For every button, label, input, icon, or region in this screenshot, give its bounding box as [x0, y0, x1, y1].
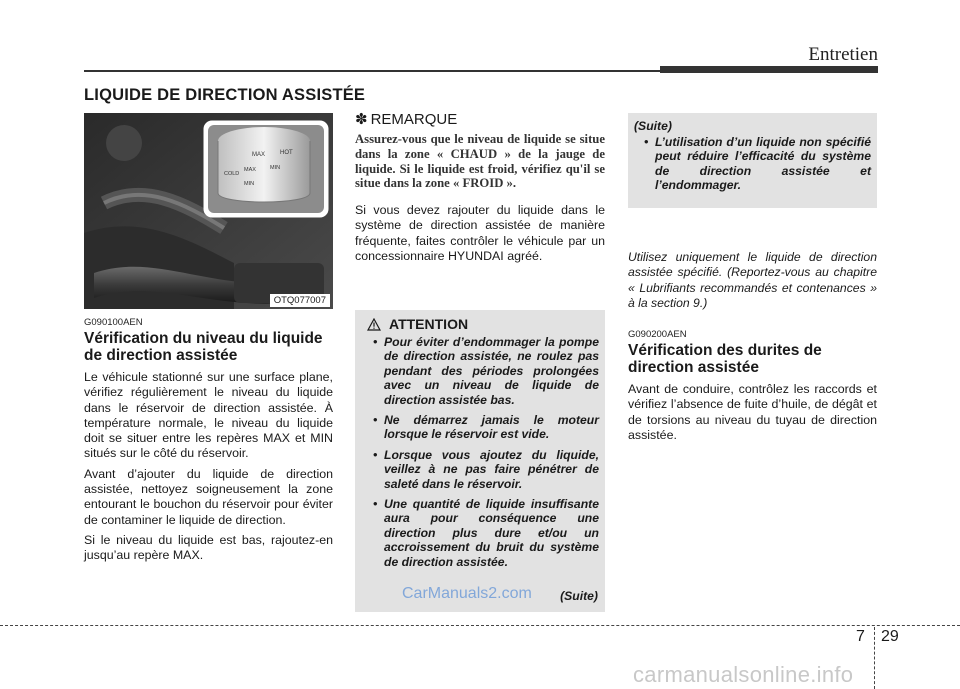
- reservoir-illustration: [84, 113, 333, 309]
- list-item-text: Ne démarrez jamais le moteur lorsque le réservoir est vide.: [384, 413, 599, 442]
- attention-list: [355, 335, 605, 569]
- paragraph: Si vous devez rajouter du liquide dans le système de direction assistée de manière fréquente, faites contrôler le véhicule par un concessionnaire HYUNDAI agréé.: [355, 203, 605, 264]
- attention-title: ATTENTION: [389, 316, 469, 332]
- remark-star-icon: ✽: [355, 111, 368, 128]
- section-number: 7: [856, 628, 865, 645]
- mark-max-cold: MAX: [244, 167, 256, 173]
- mark-min-hot: MIN: [270, 165, 281, 171]
- footer-site-watermark: carmanualsonline.info: [633, 662, 854, 687]
- mark-min-cold: MIN: [244, 181, 255, 187]
- attention-heading: [367, 316, 605, 332]
- list-item-text: Une quantité de liquide insuffisante aura pour conséquence une direction plus dure et/ou un accroissement du bruit du système de direction assistée.: [384, 497, 599, 569]
- column-right: [628, 113, 877, 448]
- subsection-heading: Vérification du niveau du liquide de direction assistée: [84, 330, 323, 364]
- photo-caption: OTQ077007: [270, 294, 330, 307]
- reservoir-photo: [84, 113, 333, 309]
- chapter-title: Entretien: [808, 44, 878, 65]
- page-number: 29: [881, 628, 899, 645]
- continued-label: (Suite): [560, 589, 598, 603]
- list-item-text: L’utilisation d’un liquide non spécifié peut réduire l’efficacité du système de direction assistée et l’endommager.: [655, 135, 871, 193]
- column-left: [84, 317, 333, 569]
- attention-box: [355, 310, 605, 612]
- list-item: [363, 413, 599, 442]
- bullet-icon: •: [373, 413, 378, 428]
- list-item: [363, 497, 599, 569]
- paragraph: Avant de conduire, contrôlez les raccords et vérifiez l’absence de fuite d’huile, de dégât et de torsions au niveau du tuyau de direction assistée.: [628, 382, 877, 443]
- bullet-icon: •: [373, 447, 378, 462]
- paragraph: Avant d’ajouter du liquide de direction assistée, nettoyez soigneusement la zone entourant le bouchon du réservoir pour éviter de contaminer le liquide de direction.: [84, 466, 333, 527]
- column-middle: [355, 110, 605, 269]
- list-item-text: Lorsque vous ajoutez du liquide, veillez à ne pas faire pénétrer de saleté dans le réservoir.: [384, 447, 599, 491]
- footer-rule: [0, 625, 960, 626]
- continued-box: [628, 113, 877, 208]
- page-separator: [874, 627, 875, 689]
- paragraph: Si le niveau du liquide est bas, rajoutez-en jusqu’au repère MAX.: [84, 532, 333, 563]
- section-code: G090100AEN: [84, 317, 143, 328]
- italic-note: Utilisez uniquement le liquide de direction assistée spécifié. (Reportez-vous au chapitre « Lubrifiants recommandés et contenances » à la section 9.): [628, 250, 877, 310]
- mark-hot: HOT: [280, 150, 293, 156]
- mark-cold: COLD: [224, 171, 240, 177]
- list-item-text: Pour éviter d’endommager la pompe de direction assistée, ne roulez pas pendant des périodes prolongées avec un niveau de liquide de direction assistée bas.: [384, 335, 599, 407]
- paragraph: Le véhicule stationné sur une surface plane, vérifiez régulièrement le niveau du liquide dans le réservoir de direction assistée. À température normale, le niveau du liquide doit se situer entre les repères MAX et MIN situés sur le côté du réservoir.: [84, 370, 333, 461]
- header-rule: [84, 70, 660, 72]
- list-item: [363, 448, 599, 491]
- watermark-text: CarManuals2.com: [402, 585, 532, 602]
- header-rule-accent: [660, 66, 878, 73]
- section-code: G090200AEN: [628, 329, 687, 341]
- bullet-icon: •: [373, 497, 378, 512]
- list-item: [634, 135, 871, 193]
- subsection-heading: Vérification des durites de direction assistée: [628, 342, 822, 377]
- mark-max-hot: MAX: [252, 152, 266, 158]
- remark-text: Assurez-vous que le niveau de liquide se situe dans la zone « CHAUD » de la jauge de liquide. Si le liquide est froid, vérifiez qu'il se situe dans la zone « FROID ».: [355, 132, 605, 191]
- remark-title: REMARQUE: [370, 110, 458, 128]
- section-title: LIQUIDE DE DIRECTION ASSISTÉE: [84, 86, 366, 104]
- warning-triangle-icon: [367, 318, 381, 331]
- continued-label: (Suite): [634, 119, 672, 133]
- bullet-icon: •: [373, 335, 378, 349]
- remark-heading: [355, 110, 605, 128]
- list-item: [363, 335, 599, 407]
- bullet-icon: •: [644, 135, 649, 149]
